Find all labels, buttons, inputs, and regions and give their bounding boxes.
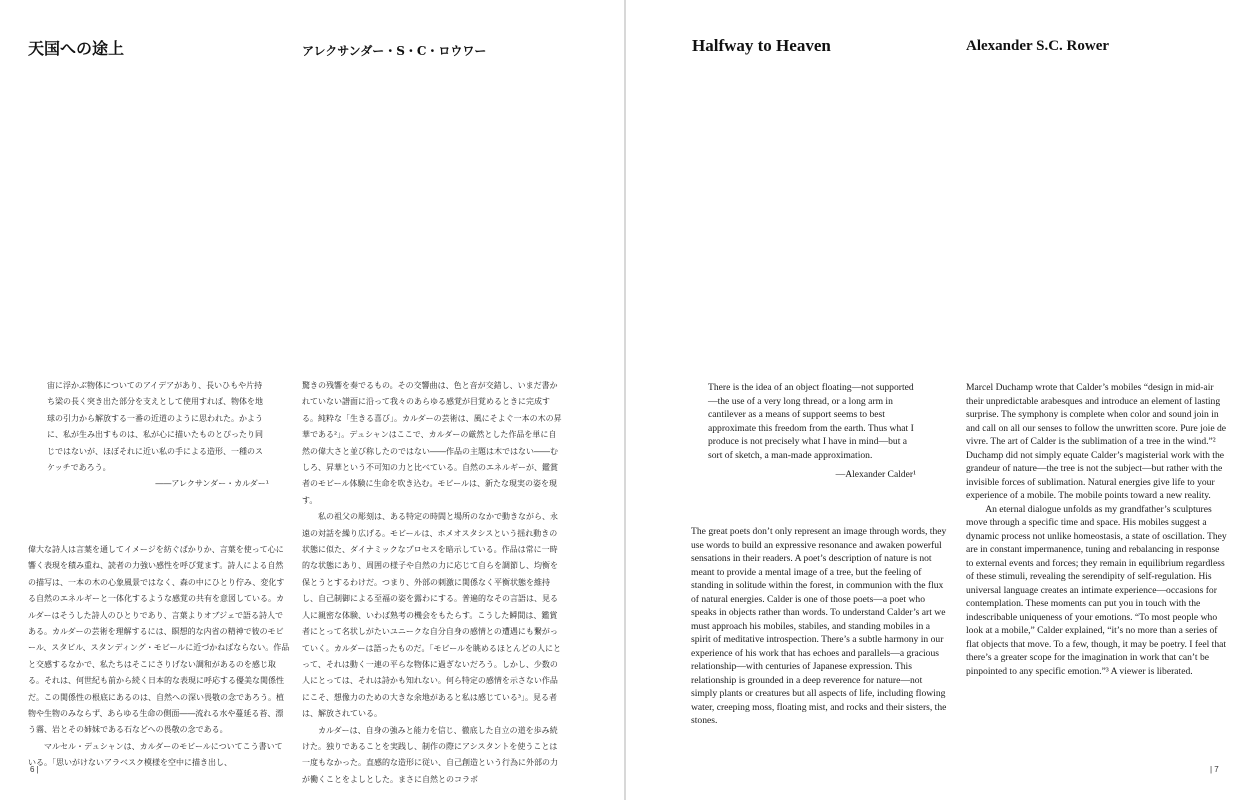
body-paragraph: マルセル・デュシャンは、カルダーのモビールについてこう書いている。「思いがけないアラベスク模様を空中に描き出し、	[28, 741, 283, 768]
body-column-2-en	[966, 381, 1228, 678]
epigraph-attribution-en: —Alexander Calder¹	[835, 469, 916, 480]
page-number-right: | 7	[1210, 765, 1219, 774]
body-paragraph: 私の祖父の彫刻は、ある特定の時間と場所のなかで動きながら、永遠の対話を繰り広げる。モビールは、ホメオスタシスという揺れ動きの状態に似た、ダイナミックなプロセスを暗示している。作品は常に一時的な状態にあり、周囲の様子や自然の力に応じて自らを調節し、均衡を保とうとするわけだ。つまり、外部の刺激に関係なく平衡状態を維持し、自己制御による至福の姿を露わにする。普遍的なその言語は、見る人に親密な体験、いわば熟考の機会をもたらす。こうした瞬間は、鑑賞者にとって名状しがたいユニークな自分自身の感情との遭遇にも繋がっていく。カルダーは語ったものだ。「モビールを眺めるほとんどの人にとって、それは動く一連の平らな物体に過ぎないだろう。しかし、少数の人にとっては、それは詩かも知れない。何ら特定の感情を示さない作品にこそ、想像力のための大きな余地があると私は感じている³」。見る者は、解放されている。	[302, 512, 562, 719]
body-column-1-en	[691, 525, 949, 728]
right-page	[626, 0, 1250, 800]
author-name-jp: アレクサンダー・S・C・ロウワー	[302, 44, 487, 58]
left-page	[0, 0, 624, 800]
page-number-left: 6 |	[30, 765, 39, 774]
body-paragraph: An eternal dialogue unfolds as my grandfather’s sculptures move through a specific time and space. His mobiles suggest a dynamic process not unlike homeostasis, a state of oscillation. They are in constant impermanence, tuning and rebalancing in response to external events and forces; they remain in equilibrium regardless of these stimuli, revealing the serendipity of self-regulation. His universal language creates an intimate experience—occasions for contemplation. These moments can put you in touch with the indescribable uniqueness of your emotions. “To most people who look at a mobile,” Calder explained, “it’s no more than a series of flat objects that move. To a few, though, it may be poetry. I feel that there’s a greater scope for the imagination in work that can’t be pinpointed to any specific emotion.”³ A viewer is liberated.	[966, 503, 1227, 677]
body-paragraph: 驚きの残響を奏でるもの。その交響曲は、色と音が交錯し、いまだ書かれていない譜面に沿って我々のあらゆる感覚が目覚めるときに完成する。純粋な「生きる喜び」。カルダーの芸術は、風にそよぐ一本の木の昇華である²」。デュシャンはここで、カルダーの厳然とした作品を単に自然の偉大さと並び称したのではない――作品の主題は木ではない――むしろ、昇華という不可知の力と比べている。自然のエネルギーが、鑑賞者のモビール体験に生命を吹き込む。モビールは、新たな現実の姿を現す。	[302, 381, 562, 505]
epigraph-attribution-jp: ――アレクサンダー・カルダー¹	[155, 479, 269, 489]
epigraph-en	[708, 381, 916, 482]
page-title-en: Halfway to Heaven	[692, 36, 831, 55]
body-column-1-jp	[28, 542, 290, 772]
author-name-en: Alexander S.C. Rower	[966, 38, 1110, 54]
body-paragraph: 偉大な詩人は言葉を通してイメージを紡ぐばかりか、言葉を使って心に響く表現を積み重ね、読者の力強い感性を呼び覚ます。詩人による自然の描写は、一本の木の心象風景ではなく、森の中にひとり佇み、変化する自然のエネルギーと一体化するような感覚の共有を意図している。カルダーはそうした詩人のひとりであり、言葉よりオブジェで語る詩人である。カルダーの芸術を理解するには、瞑想的な内省の精神で彼のモビール、スタビル、スタンディング・モビールに近づかねばならない。作品と交感するなかで、私たちはそこにさりげない調和があるのを感じ取る。それは、何世紀も前から続く日本的な表現に呼応する優美な関係性だ。この関係性の根底にあるのは、自然への深い畏敬の念であろう。植物や生物のみならず、あらゆる生命の側面――流れる水や蔓延る苔、漂う霧、岩とその姉妹である石などへの畏敬の念である。	[28, 545, 290, 735]
body-paragraph: The great poets don’t only represent an image through words, they use words to build an expressive resonance and awaken powerful sensations in their readers. A poet’s description of nature is not meant to provide a mental image of a tree, but the feeling of standing in solitude within the forest, in communion with the flux of natural energies. Calder is one of those poets—a poet who speaks in objects rather than words. To understand Calder’s art we must approach his mobiles, stabiles, and standing mobiles in a spirit of meditative introspection. There’s a subtle harmony in our experience of his work that has echoes and parallels—a gracious relationship—with centuries of Japanese expression. This relationship is grounded in a deep reverence for nature—not simply plants or creatures but all aspects of life, including flowing water, creeping moss, floating mist, and rocks and their sisters, the stones.	[691, 526, 947, 726]
epigraph-jp	[47, 378, 269, 493]
page-title-jp: 天国への途上	[28, 39, 125, 58]
epigraph-text-jp: 宙に浮かぶ物体についてのアイデアがあり、長いひもや片持ち梁の長く突き出た部分を支えとして使用すれば、物体を地球の引力から解放する一番の近道のように思われた。かように、私が生み出すものは、私が心に描いたものとぴったり同じではないが、ほぼそれに近い私の手による造形、一種のスケッチであろう。	[47, 381, 263, 473]
body-paragraph: カルダーは、自身の強みと能力を信じ、徹底した自立の道を歩み続けた。独りであることを実践し、制作の際にアシスタントを使うことは一度もなかった。直感的な造形に従い、自己創造という行為に外部の力が働くことをよしとした。まさに自然とのコラボ	[302, 725, 558, 784]
body-paragraph: Marcel Duchamp wrote that Calder’s mobiles “design in mid-air their unpredictable arabesques and introduce an element of lasting surprise. The symphony is complete when color and sound join in and call on all our senses to follow the unwritten score. Pure joie de vivre. The art of Calder is the sublimation of a tree in the wind.”² Duchamp did not simply equate Calder’s magisterial work with the grandeur of nature—the tree is not the subject—but rather with the invisible forces of sublimation. Natural energies give life to your experience of a mobile. The mobile points toward a new reality.	[966, 382, 1227, 501]
epigraph-text-en: There is the idea of an object floating—not supported—the use of a very long thread, or a long arm in cantilever as a means of support seems to best approximate this freedom from the earth. Thus what I produce is not precisely what I have in mind—but a sort of sketch, a man-made approximation.	[708, 382, 914, 461]
body-column-2-jp	[302, 378, 564, 788]
